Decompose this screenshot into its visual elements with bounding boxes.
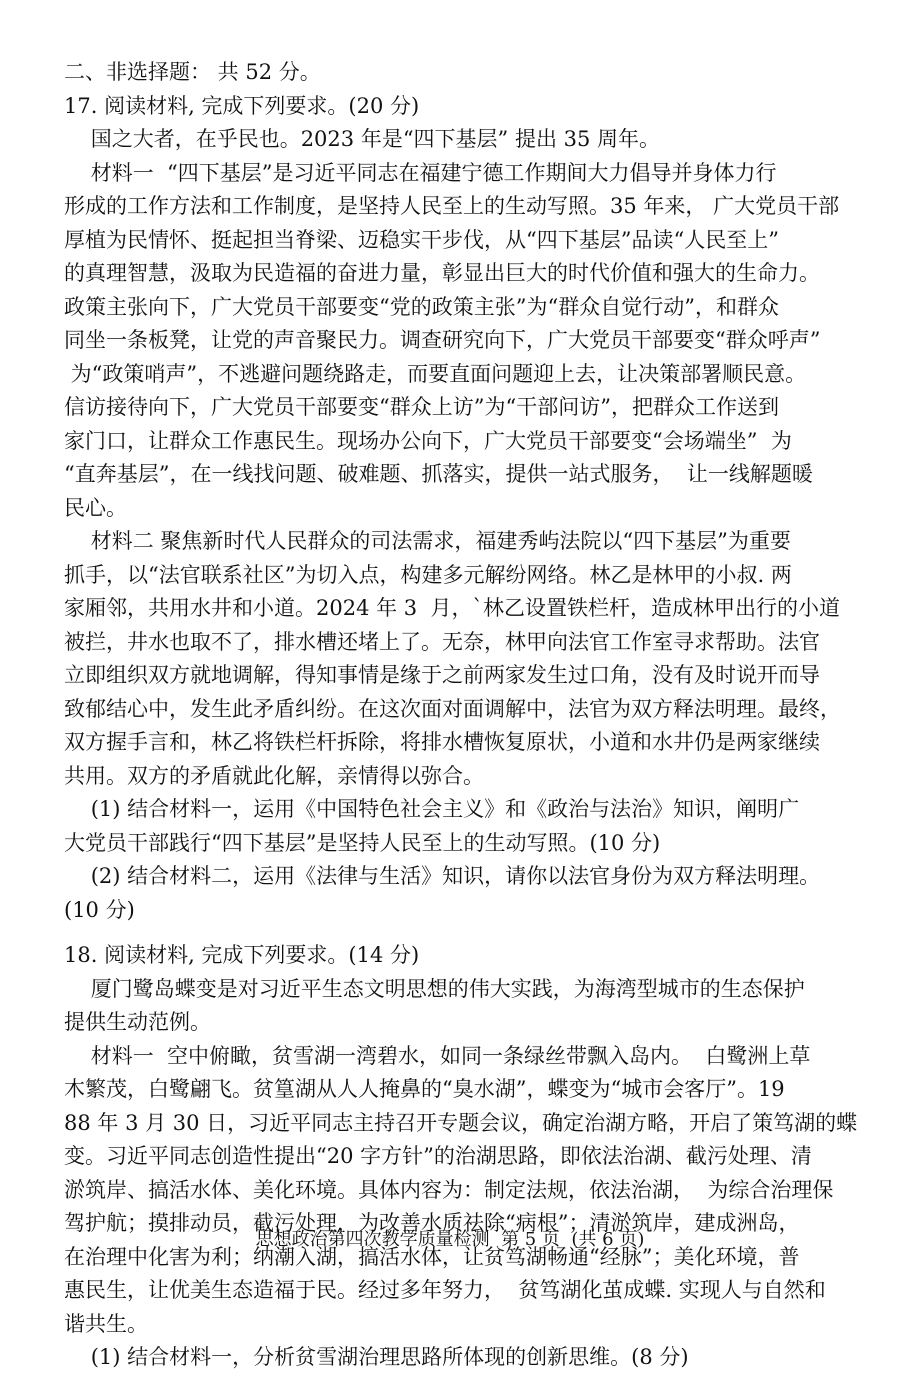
q18-text-line: 厦门鹭岛蝶变是对习近平生态文明思想的伟大实践，为海湾型城市的生态保护 [64,976,805,1001]
q18-text-line: 在治理中化害为利；纳潮入湖，搞活水体，让贫笃湖畅通“经脉”；美化环境，普 [64,1244,800,1269]
spacer [64,927,844,939]
exam-page [64,56,858,1375]
q18-text-line: (1) 结合材料一，分析贫雪湖治理思路所体现的创新思维。(8 分) [64,1345,689,1369]
q18-text-line: 88 年 3 月 30 日，习近平同志主持召开专题会议，确定治湖方略，开启了策笃湖的蝶 [64,1110,858,1135]
q17-text-line: 家门口，让群众工作惠民生。现场办公向下，广大党员干部要变“会场端坐” 为 [64,428,792,453]
q18-text-line: 木繁茂，白鹭翩飞。贫篁湖从人人掩鼻的“臭水湖”，蝶变为“城市会客厅”。19 [64,1077,785,1101]
q17-text-line: 为“政策哨声”，不逃避问题绕路走，而要直面问题迎上去，让决策部署顺民意。 [64,361,807,386]
q17-text-line: 双方握手言和，林乙将铁栏杆拆除，将排水槽恢复原状，小道和水井仍是两家继续 [64,730,820,754]
q17-text-line: 国之大者，在乎民也。2023 年是“四下基层” 提出 35 周年。 [64,127,661,151]
q17-text-line: 形成的工作方法和工作制度，是坚持人民至上的生动写照。35 年来， 广大党员干部 [64,194,840,218]
q18-text-line: 淤筑岸、搞活水体、美化环境。具体内容为：制定法规，依法治湖， 为综合治理保 [64,1177,834,1202]
section-title: 二、非选择题： 共 52 分。 [64,60,321,84]
q17-text-line: 材料二 聚焦新时代人民群众的司法需求，福建秀屿法院以“四下基层”为重要 [64,529,791,553]
q17-text-line: (2) 结合材料二，运用《法律与生活》知识，请你以法官身份为双方释法明理。 [64,864,821,888]
question-18 [64,939,858,1375]
q17-text-line: 立即组织双方就地调解，得知事情是缘于之前两家发生过口角，没有及时说开而导 [64,663,820,687]
q17-text-line: 共用。双方的矛盾就此化解，亲情得以弥合。 [64,763,484,788]
q17-text-line: 民心。 [64,495,127,520]
q17-text-line: 同坐一条板凳，让党的声音聚民力。调查研究向下，广大党员干部要变“群众呼声” [64,328,821,352]
q17-text-line: (10 分) [64,897,135,922]
q17-text-line: 致郁结心中，发生此矛盾纠纷。在这次面对面调解中，法官为双方释法明理。最终， [64,696,841,721]
q17-text-line: 信访接待向下，广大党员干部要变“群众上访”为“干部问访”，把群众工作送到 [64,395,779,419]
q18-text-line: 谐共生。 [64,1311,148,1336]
q17-text-line: 家厢邻，共用水井和小道。2024 年 3 月，`林乙设置铁栏杆，造成林甲出行的小道 [64,596,841,620]
q18-text-line: 惠民生，让优美生态造福于民。经过多年努力， 贫笃湖化茧成蝶. 实现人与自然和 [64,1278,826,1302]
q17-text-line: 政策主张向下，广大党员干部要变“党的政策主张”为“群众自觉行动”，和群众 [64,294,779,319]
q18-text-line: 材料一 空中俯瞰，贫雪湖一湾碧水，如同一条绿丝带飘入岛内。 白鹭洲上草 [64,1043,811,1068]
q17-text-line: 抓手，以“法官联系社区”为切入点，构建多元解纷网络。林乙是林甲的小叔. 两 [64,562,792,587]
q18-text-line: 提供生动范例。 [64,1010,211,1034]
question-17 [64,90,844,928]
q17-text-line: 的真理智慧，汲取为民造福的奋进力量，彰显出巨大的时代价值和强大的生命力。 [64,261,820,285]
page-footer: 思想政治第四次教学质量检测 第 5 页 (共 6 页) [255,1229,645,1250]
q17-text-line: 17. 阅读材料, 完成下列要求。(20 分) [64,93,420,118]
q17-text-line: “直奔基层”，在一线找问题、破难题、抓落实，提供一站式服务， 让一线解题暖 [64,462,813,486]
q18-text-line: 驾护航；摸排动员，截污处理，为改善水质祛除“病根”；清淤筑岸，建成洲岛， [64,1211,800,1235]
q18-text-line: 变。习近平同志创造性提出“20 字方针”的治湖思路，即依法治湖、截污处理、清 [64,1144,812,1168]
q17-text-line: 材料一 “四下基层”是习近平同志在福建宁德工作期间大力倡导并身体力行 [64,160,777,185]
q17-text-line: (1) 结合材料一，运用《中国特色社会主义》和《政治与法治》知识，阐明广 [64,797,800,821]
q17-text-line: 厚植为民情怀、挺起担当脊梁、迈稳实干步伐，从“四下基层”品读“人民至上” [64,227,779,252]
q17-text-line: 被拦，井水也取不了，排水槽还堵上了。无奈，林甲向法官工作室寻求帮助。法官 [64,629,820,654]
q17-text-line: 大党员干部践行“四下基层”是坚持人民至上的生动写照。(10 分) [64,830,661,855]
q18-text-line: 18. 阅读材料, 完成下列要求。(14 分) [64,943,420,967]
